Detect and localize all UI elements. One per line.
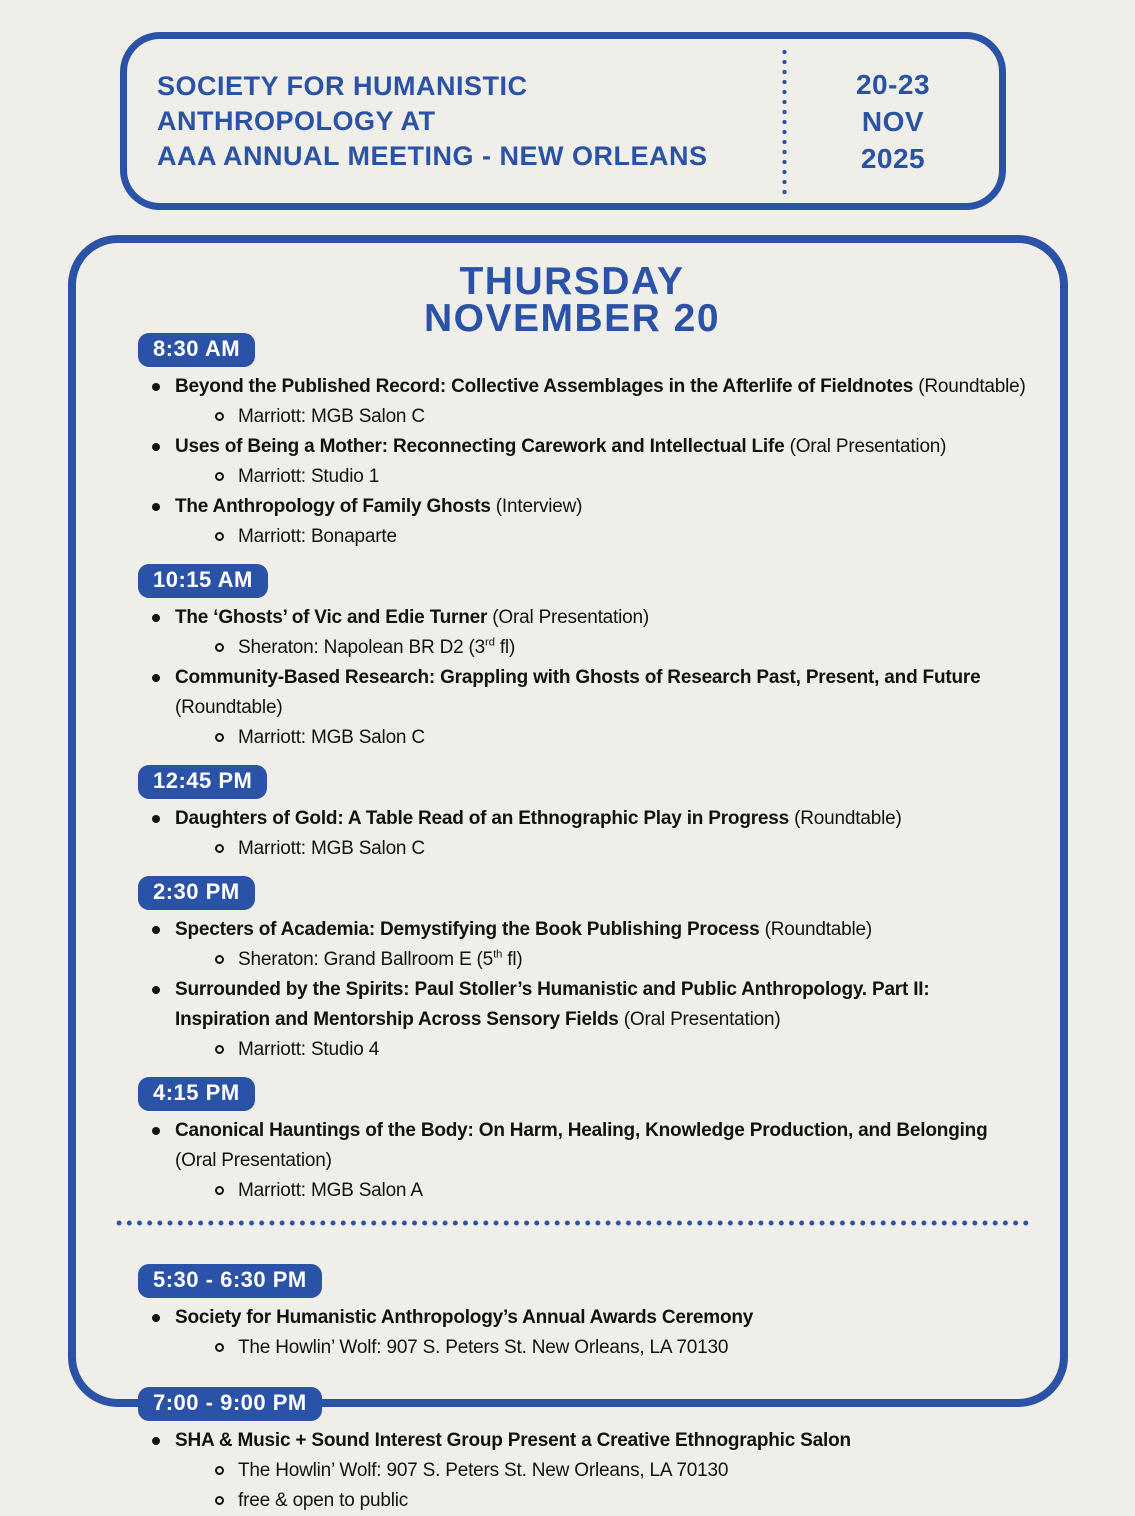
open-circle-icon <box>215 1343 224 1352</box>
schedule-section <box>110 753 1034 864</box>
open-circle-icon <box>215 412 224 421</box>
open-circle-icon <box>215 1045 224 1054</box>
bullet-icon <box>152 674 160 682</box>
event-row <box>152 1116 1028 1206</box>
event-title-line <box>175 603 649 633</box>
bullet-icon <box>152 1437 160 1445</box>
event-title-line <box>175 1116 1028 1176</box>
open-circle-icon <box>215 1466 224 1475</box>
event-text <box>175 603 649 663</box>
event-title-line <box>175 663 1028 723</box>
event-location <box>215 1486 851 1516</box>
event-row <box>152 1426 1028 1516</box>
dotted-divider <box>114 1220 1032 1226</box>
open-circle-icon <box>215 1186 224 1195</box>
event-title-line <box>175 1426 851 1456</box>
time-badge: 8:30 AM <box>138 333 255 367</box>
location-text: free & open to public <box>238 1490 409 1511</box>
event-location <box>215 1035 1028 1065</box>
event-title: Specters of Academia: Demystifying the Book Publishing Process <box>175 919 760 940</box>
event-location <box>215 462 946 492</box>
header-title <box>127 39 782 203</box>
bullet-icon <box>152 1314 160 1322</box>
bullet-icon <box>152 383 160 391</box>
event-location <box>215 402 1026 432</box>
event-text <box>175 1426 851 1516</box>
event-type: (Oral Presentation) <box>789 436 947 457</box>
location-text: Marriott: Studio 1 <box>238 466 380 487</box>
event-row <box>152 603 1028 663</box>
schedule-section <box>110 321 1034 552</box>
day-date: NOVEMBER 20 <box>423 297 721 340</box>
event-text <box>175 975 1028 1065</box>
event-type: (Oral Presentation) <box>492 607 649 628</box>
event-location <box>215 633 649 663</box>
event-location <box>215 723 1028 753</box>
schedule-section <box>110 1065 1034 1206</box>
event-title: Daughters of Gold: A Table Read of an Ethnographic Play in Progress <box>175 808 790 829</box>
open-circle-icon <box>215 955 224 964</box>
event-row <box>152 372 1028 432</box>
location-text: Marriott: MGB Salon C <box>238 838 425 859</box>
header-dates <box>787 39 999 203</box>
time-badge: 5:30 - 6:30 PM <box>138 1264 322 1298</box>
event-row <box>152 432 1028 492</box>
date-month: NOV <box>861 105 925 137</box>
event-location <box>215 1333 753 1363</box>
event-title: Beyond the Published Record: Collective Assemblages in the Afterlife of Fieldnotes <box>175 376 914 397</box>
schedule-section <box>110 552 1034 753</box>
event-row <box>152 975 1028 1065</box>
location-text: Marriott: Studio 4 <box>238 1039 380 1060</box>
event-row <box>152 492 1028 552</box>
event-title: Society for Humanistic Anthropology’s Annual Awards Ceremony <box>175 1307 754 1328</box>
event-row <box>152 1303 1028 1363</box>
event-type: (Roundtable) <box>794 808 902 829</box>
event-location <box>215 1456 851 1486</box>
time-badge: 10:15 AM <box>138 564 268 598</box>
bullet-icon <box>152 1127 160 1135</box>
event-title: Uses of Being a Mother: Reconnecting Carework and Intellectual Life <box>175 436 785 457</box>
location-text: Sheraton: Napolean BR D2 (3rd fl) <box>238 636 516 658</box>
event-text <box>175 804 902 864</box>
bullet-icon <box>152 443 160 451</box>
event-type: (Roundtable) <box>918 376 1026 397</box>
schedule-section <box>110 1363 1034 1516</box>
event-title-line <box>175 804 902 834</box>
event-title: SHA & Music + Sound Interest Group Present a Creative Ethnographic Salon <box>175 1430 851 1451</box>
event-location <box>215 522 582 552</box>
event-text <box>175 1303 753 1363</box>
bullet-icon <box>152 926 160 934</box>
location-text: Sheraton: Grand Ballroom E (5th fl) <box>238 948 523 970</box>
location-text: Marriott: MGB Salon A <box>238 1180 423 1201</box>
event-type: (Roundtable) <box>175 697 283 718</box>
event-row <box>152 663 1028 753</box>
date-range: 20-23 <box>855 68 931 100</box>
event-title-line <box>175 432 946 462</box>
event-location <box>215 945 872 975</box>
event-title: Canonical Hauntings of the Body: On Harm, Healing, Knowledge Production, and Belonging <box>175 1120 988 1141</box>
schedule-card <box>68 235 1068 1511</box>
time-badge: 7:00 - 9:00 PM <box>138 1387 322 1421</box>
event-text <box>175 372 1026 432</box>
event-type: (Roundtable) <box>764 919 873 940</box>
event-text <box>175 915 872 975</box>
event-title: Community-Based Research: Grappling with Ghosts of Research Past, Present, and Future <box>175 667 981 688</box>
open-circle-icon <box>215 472 224 481</box>
event-row <box>152 804 1028 864</box>
schedule-sections <box>110 321 1034 1516</box>
event-title: The ‘Ghosts’ of Vic and Edie Turner <box>175 607 488 628</box>
bullet-icon <box>152 614 160 622</box>
time-badge: 12:45 PM <box>138 765 267 799</box>
time-badge: 4:15 PM <box>138 1077 255 1111</box>
open-circle-icon <box>215 733 224 742</box>
open-circle-icon <box>215 532 224 541</box>
bullet-icon <box>152 503 160 511</box>
location-text: Marriott: MGB Salon C <box>238 727 425 748</box>
open-circle-icon <box>215 1496 224 1505</box>
header-card <box>120 32 1006 210</box>
event-text <box>175 1116 1028 1206</box>
header-title-line: ANTHROPOLOGY AT <box>157 105 436 136</box>
open-circle-icon <box>215 844 224 853</box>
event-text <box>175 492 582 552</box>
location-text: Marriott: Bonaparte <box>238 526 397 547</box>
event-title: The Anthropology of Family Ghosts <box>175 496 491 517</box>
bullet-icon <box>152 986 160 994</box>
event-type: (Interview) <box>495 496 583 517</box>
event-text <box>175 663 1028 753</box>
location-text: The Howlin’ Wolf: 907 S. Peters St. New Orleans, LA 70130 <box>238 1337 729 1358</box>
event-title-line <box>175 915 872 945</box>
schedule-section <box>110 864 1034 1065</box>
event-title-line <box>175 975 1028 1035</box>
event-location <box>215 1176 1028 1206</box>
open-circle-icon <box>215 643 224 652</box>
event-type: (Oral Presentation) <box>623 1009 781 1030</box>
header-title-line: AAA ANNUAL MEETING - NEW ORLEANS <box>157 140 708 171</box>
header-title-line: SOCIETY FOR HUMANISTIC <box>157 70 528 101</box>
bullet-icon <box>152 815 160 823</box>
event-title-line <box>175 492 582 522</box>
event-title: Surrounded by the Spirits: Paul Stoller’s Humanistic and Public Anthropology. Part II: Inspiration and Mentorship Across Sensory Fields <box>175 979 930 1030</box>
event-location <box>215 834 902 864</box>
date-year: 2025 <box>860 142 926 174</box>
event-title-line <box>175 372 1026 402</box>
location-text: Marriott: MGB Salon C <box>238 406 425 427</box>
schedule-section <box>110 1240 1034 1363</box>
location-text: The Howlin’ Wolf: 907 S. Peters St. New Orleans, LA 70130 <box>238 1460 729 1481</box>
event-title-line <box>175 1303 753 1333</box>
day-name: THURSDAY <box>459 260 685 303</box>
event-row <box>152 915 1028 975</box>
event-text <box>175 432 946 492</box>
event-type: (Oral Presentation) <box>175 1150 332 1171</box>
time-badge: 2:30 PM <box>138 876 255 910</box>
